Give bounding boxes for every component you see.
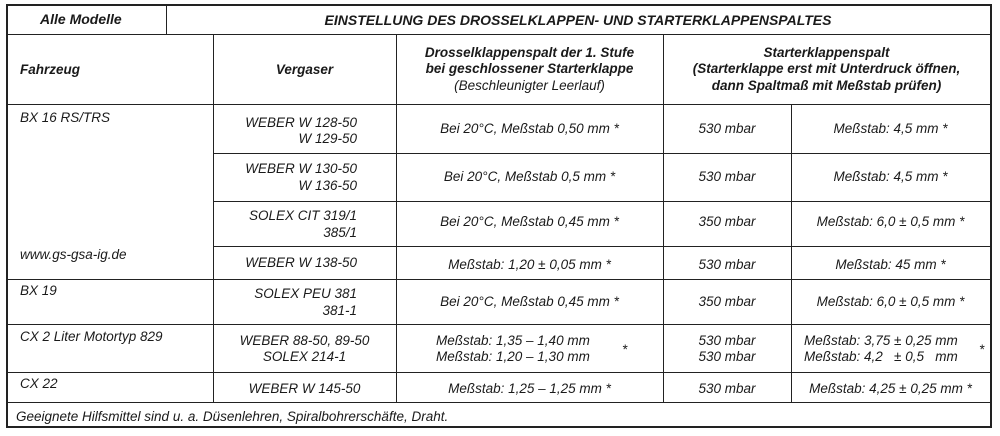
carburetor-line1: WEBER W 128-50 — [245, 115, 357, 130]
header-throttle-line2: bei geschlossener Starterklappe — [425, 61, 634, 76]
vehicle-label: CX 22 — [20, 376, 58, 391]
throttle-gap-value: Meßstab: 1,20 ± 0,05 mm * — [448, 257, 611, 272]
choke-gap-value: Meßstab: 4,5 mm * — [833, 169, 948, 184]
divider — [213, 201, 990, 202]
divider — [213, 246, 990, 247]
divider — [8, 104, 990, 105]
carburetor-line1: WEBER 88-50, 89-50 — [239, 333, 370, 348]
carburetor-line2: 381-1 — [322, 303, 357, 318]
header-carburetor: Vergaser — [275, 62, 334, 77]
throttle-gap-value: Meßstab: 1,35 – 1,40 mm — [436, 333, 590, 348]
choke-gap-value: Meßstab: 3,75 ± 0,25 mm — [804, 333, 958, 348]
divider — [8, 279, 990, 280]
vacuum-value: 530 mbar — [698, 381, 756, 396]
vacuum-value: 530 mbar — [698, 121, 756, 136]
vacuum-value: 350 mbar — [698, 294, 756, 309]
header-throttle-line3: (Beschleunigter Leerlauf) — [454, 78, 605, 93]
asterisk: * — [979, 342, 985, 357]
throttle-gap-value: Meßstab: 1,25 – 1,25 mm * — [448, 381, 611, 396]
watermark-url: www.gs-gsa-ig.de — [20, 247, 127, 262]
vacuum-value: 530 mbar — [698, 169, 756, 184]
table-title: EINSTELLUNG DES DROSSELKLAPPEN- UND STARTERKLAPPENSPALTES — [324, 12, 832, 28]
carburetor-line1: WEBER W 145-50 — [248, 381, 361, 396]
choke-gap-value: Meßstab: 45 mm * — [835, 257, 946, 272]
divider — [8, 372, 990, 373]
header-choke-line3: dann Spaltmaß mit Meßstab prüfen) — [711, 78, 942, 93]
divider — [213, 153, 990, 154]
top-left-label: Alle Modelle — [40, 11, 122, 27]
vacuum-value: 530 mbar — [698, 333, 756, 348]
vehicle-label: BX 16 RS/TRS — [20, 110, 111, 125]
vacuum-value: 530 mbar — [698, 349, 756, 364]
asterisk: * — [622, 342, 628, 357]
footer-note: Geeignete Hilfsmittel sind u. a. Düsenlehren, Spiralbohrerschäfte, Draht. — [16, 409, 449, 424]
throttle-gap-value: Bei 20°C, Meßstab 0,5 mm * — [443, 169, 616, 184]
throttle-gap-value: Meßstab: 1,20 – 1,30 mm — [436, 349, 590, 364]
choke-gap-value: Meßstab: 4,25 ± 0,25 mm * — [809, 381, 972, 396]
divider — [8, 34, 990, 35]
carburetor-line2: W 129-50 — [298, 131, 357, 146]
header-throttle-line1: Drosselklappenspalt der 1. Stufe — [424, 45, 635, 60]
throttle-gap-value: Bei 20°C, Meßstab 0,50 mm * — [440, 121, 619, 136]
carburetor-line1: SOLEX CIT 319/1 — [248, 208, 357, 223]
carburetor-line2: 385/1 — [323, 225, 357, 240]
vacuum-value: 350 mbar — [698, 214, 756, 229]
header-vehicle: Fahrzeug — [20, 62, 81, 77]
divider — [791, 104, 792, 402]
carburetor-line1: SOLEX PEU 381 — [254, 286, 357, 301]
throttle-gap-value: Bei 20°C, Meßstab 0,45 mm * — [440, 294, 619, 309]
choke-gap-value: Meßstab: 6,0 ± 0,5 mm * — [816, 294, 965, 309]
carburetor-line2: SOLEX 214-1 — [262, 349, 347, 364]
choke-gap-value: Meßstab: 4,2 ± 0,5 mm — [804, 349, 958, 364]
choke-gap-value: Meßstab: 4,5 mm * — [833, 121, 948, 136]
carburetor-line1: WEBER W 138-50 — [245, 255, 357, 270]
header-choke-line2: (Starterklappe erst mit Unterdruck öffnen, — [692, 61, 961, 76]
carburetor-line2: W 136-50 — [298, 178, 357, 193]
header-choke-line1: Starterklappenspalt — [763, 45, 890, 60]
settings-table — [6, 4, 992, 428]
carburetor-line1: WEBER W 130-50 — [245, 161, 357, 176]
divider — [8, 324, 990, 325]
choke-gap-value: Meßstab: 6,0 ± 0,5 mm * — [816, 214, 965, 229]
vacuum-value: 530 mbar — [698, 257, 756, 272]
throttle-gap-value: Bei 20°C, Meßstab 0,45 mm * — [440, 214, 619, 229]
divider — [8, 402, 990, 403]
vehicle-label: BX 19 — [20, 283, 57, 298]
vehicle-label: CX 2 Liter Motortyp 829 — [20, 329, 163, 344]
